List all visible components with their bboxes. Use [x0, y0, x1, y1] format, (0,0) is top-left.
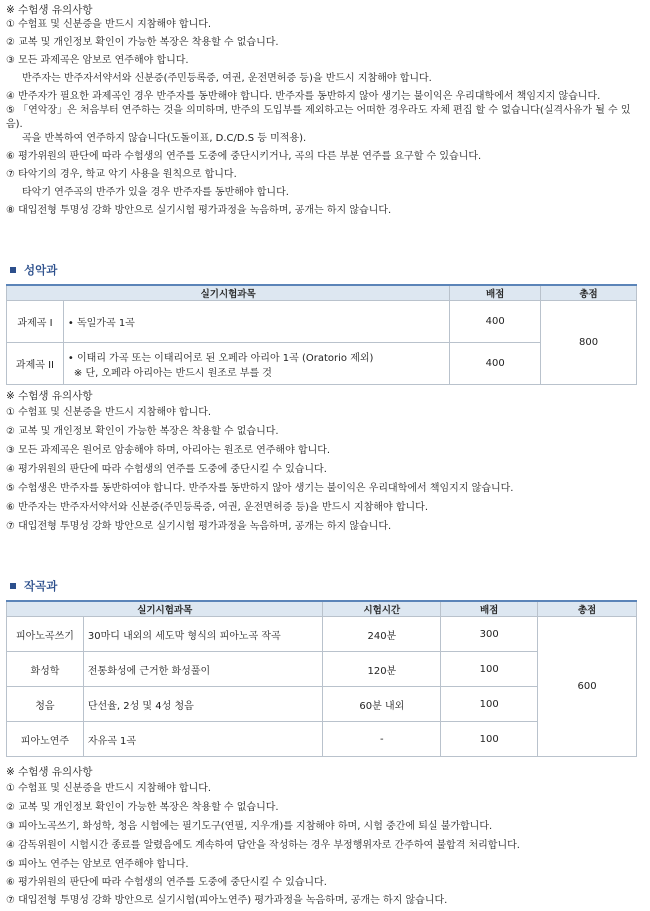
note-line: ③ 모든 과제곡은 암보로 연주해야 합니다. — [6, 55, 189, 66]
subject-score: 400 — [450, 301, 541, 343]
note-line: ⑥ 평가위원의 판단에 따라 수험생의 연주를 도중에 중단시키거나, 곡의 다른 부분 연주를 요구할 수 있습니다. — [6, 151, 482, 162]
note-line: ② 교복 및 개인정보 확인이 가능한 복장은 착용할 수 없습니다. — [6, 802, 279, 813]
note-line: ⑤ 「연악장」은 처음부터 연주하는 것을 의미하며, 반주의 도입부를 제외하고는 어떠한 경우라도 자체 편집 할 수 없습니다(실격사유가 될 수 있음). — [6, 105, 631, 130]
subject-desc: 자유곡 1곡 — [83, 722, 323, 757]
subject-desc — [63, 343, 449, 385]
col-header-total: 총점 — [541, 285, 637, 301]
subject-score: 100 — [441, 687, 538, 722]
subject-name: 피아노곡쓰기 — [7, 617, 84, 652]
subject-desc: 전통화성에 근거한 화성풀이 — [83, 652, 323, 687]
subject-time: 240분 — [323, 617, 441, 652]
note-line: 반주자는 반주자서약서와 신분증(주민등록증, 여권, 운전면허증 등)을 반드시 지참해야 합니다. — [22, 73, 432, 84]
subject-time: - — [323, 722, 441, 757]
subject-time: 60분 내외 — [323, 687, 441, 722]
note-line: ⑤ 피아노 연주는 암보로 연주해야 합니다. — [6, 859, 189, 870]
subject-score: 100 — [441, 722, 538, 757]
note-line: 타악기 연주곡의 반주가 있을 경우 반주자를 동반해야 합니다. — [22, 187, 289, 198]
note-line: ⑧ 대입전형 투명성 강화 방안으로 실기시험 평가과정을 녹음하며, 공개는 하지 않습니다. — [6, 205, 392, 216]
note-line: ③ 피아노곡쓰기, 화성학, 청음 시험에는 필기도구(연필, 지우개)를 지참해야 하며, 시험 중간에 퇴실 불가합니다. — [6, 821, 493, 832]
subject-name: 과제곡 II — [7, 343, 64, 385]
subject-name: 피아노연주 — [7, 722, 84, 757]
note-line: ② 교복 및 개인정보 확인이 가능한 복장은 착용할 수 없습니다. — [6, 426, 279, 437]
subject-score: 300 — [441, 617, 538, 652]
subject-desc: 30마디 내외의 세도막 형식의 피아노곡 작곡 — [83, 617, 323, 652]
section-title-text: 작곡과 — [24, 579, 58, 593]
subject-time: 120분 — [323, 652, 441, 687]
note-line: ① 수험표 및 신분증을 반드시 지참해야 합니다. — [6, 19, 212, 30]
table-row — [7, 617, 637, 652]
composition-exam-table — [6, 600, 637, 757]
note-line: ⑦ 대입전형 투명성 강화 방안으로 실기시험(피아노연주) 평가과정을 녹음하며, 공개는 하지 않습니다. — [6, 895, 448, 906]
note-line: ③ 모든 과제곡은 원어로 암송해야 하며, 아리아는 원조로 연주해야 합니다. — [6, 445, 331, 456]
col-header-score: 배점 — [450, 285, 541, 301]
col-header-score: 배점 — [441, 601, 538, 617]
notes-title: ※ 수험생 유의사항 — [6, 390, 93, 402]
subject-desc: 단선율, 2성 및 4성 청음 — [83, 687, 323, 722]
note-line: 곡을 반복하여 연주하지 않습니다(도돌이표, D.C/D.S 등 미적용). — [22, 133, 307, 144]
note-line: ⑦ 타악기의 경우, 학교 악기 사용을 원칙으로 합니다. — [6, 169, 237, 180]
total-score: 600 — [538, 617, 637, 757]
subject-name: 화성학 — [7, 652, 84, 687]
note-line: ④ 감독위원이 시험시간 종료를 알렸음에도 계속하여 답안을 작성하는 경우 부정행위자로 간주하여 불합격 처리합니다. — [6, 840, 520, 851]
subject-score: 400 — [450, 343, 541, 385]
col-header-total: 총점 — [538, 601, 637, 617]
section-title-composition — [10, 578, 57, 594]
subject-name: 과제곡 I — [7, 301, 64, 343]
notes-title: ※ 수험생 유의사항 — [6, 4, 93, 16]
note-line: ④ 반주자가 필요한 과제곡인 경우 반주자를 동반해야 합니다. 반주자를 동반하지 않아 생기는 불이익은 우리대학에서 책임지지 않습니다. — [6, 91, 601, 102]
note-line: ⑥ 반주자는 반주자서약서와 신분증(주민등록증, 여권, 운전면허증 등)을 반드시 지참해야 합니다. — [6, 502, 428, 513]
col-header-subject: 실기시험과목 — [7, 285, 450, 301]
note-line: ① 수험표 및 신분증을 반드시 지참해야 합니다. — [6, 783, 212, 794]
section-title-vocal — [10, 262, 57, 278]
subject-desc-line: ※ 단, 오페라 아리아는 반드시 원조로 부를 것 — [73, 367, 272, 379]
section-title-text: 성악과 — [24, 263, 58, 277]
square-bullet-icon — [10, 267, 16, 273]
notes-title: ※ 수험생 유의사항 — [6, 766, 93, 778]
col-header-time: 시험시간 — [323, 601, 441, 617]
note-line: ④ 평가위원의 판단에 따라 수험생의 연주를 도중에 중단시킬 수 있습니다. — [6, 464, 327, 475]
note-line: ① 수험표 및 신분증을 반드시 지참해야 합니다. — [6, 407, 212, 418]
table-row — [7, 301, 637, 343]
subject-name: 청음 — [7, 687, 84, 722]
subject-desc-line: • 이태리 가곡 또는 이태리어로 된 오페라 아리아 1곡 (Oratorio 제외) — [67, 352, 374, 364]
note-line: ⑥ 평가위원의 판단에 따라 수험생의 연주를 도중에 중단시킬 수 있습니다. — [6, 877, 327, 888]
note-line: ⑦ 대입전형 투명성 강화 방안으로 실기시험 평가과정을 녹음하며, 공개는 하지 않습니다. — [6, 521, 392, 532]
vocal-exam-table — [6, 284, 637, 385]
note-line: ⑤ 수험생은 반주자를 동반하여야 합니다. 반주자를 동반하지 않아 생기는 불이익은 우리대학에서 책임지지 않습니다. — [6, 483, 514, 494]
subject-desc: • 독일가곡 1곡 — [63, 301, 449, 343]
subject-score: 100 — [441, 652, 538, 687]
col-header-subject: 실기시험과목 — [7, 601, 323, 617]
total-score: 800 — [541, 301, 637, 385]
note-line: ② 교복 및 개인정보 확인이 가능한 복장은 착용할 수 없습니다. — [6, 37, 279, 48]
square-bullet-icon — [10, 583, 16, 589]
